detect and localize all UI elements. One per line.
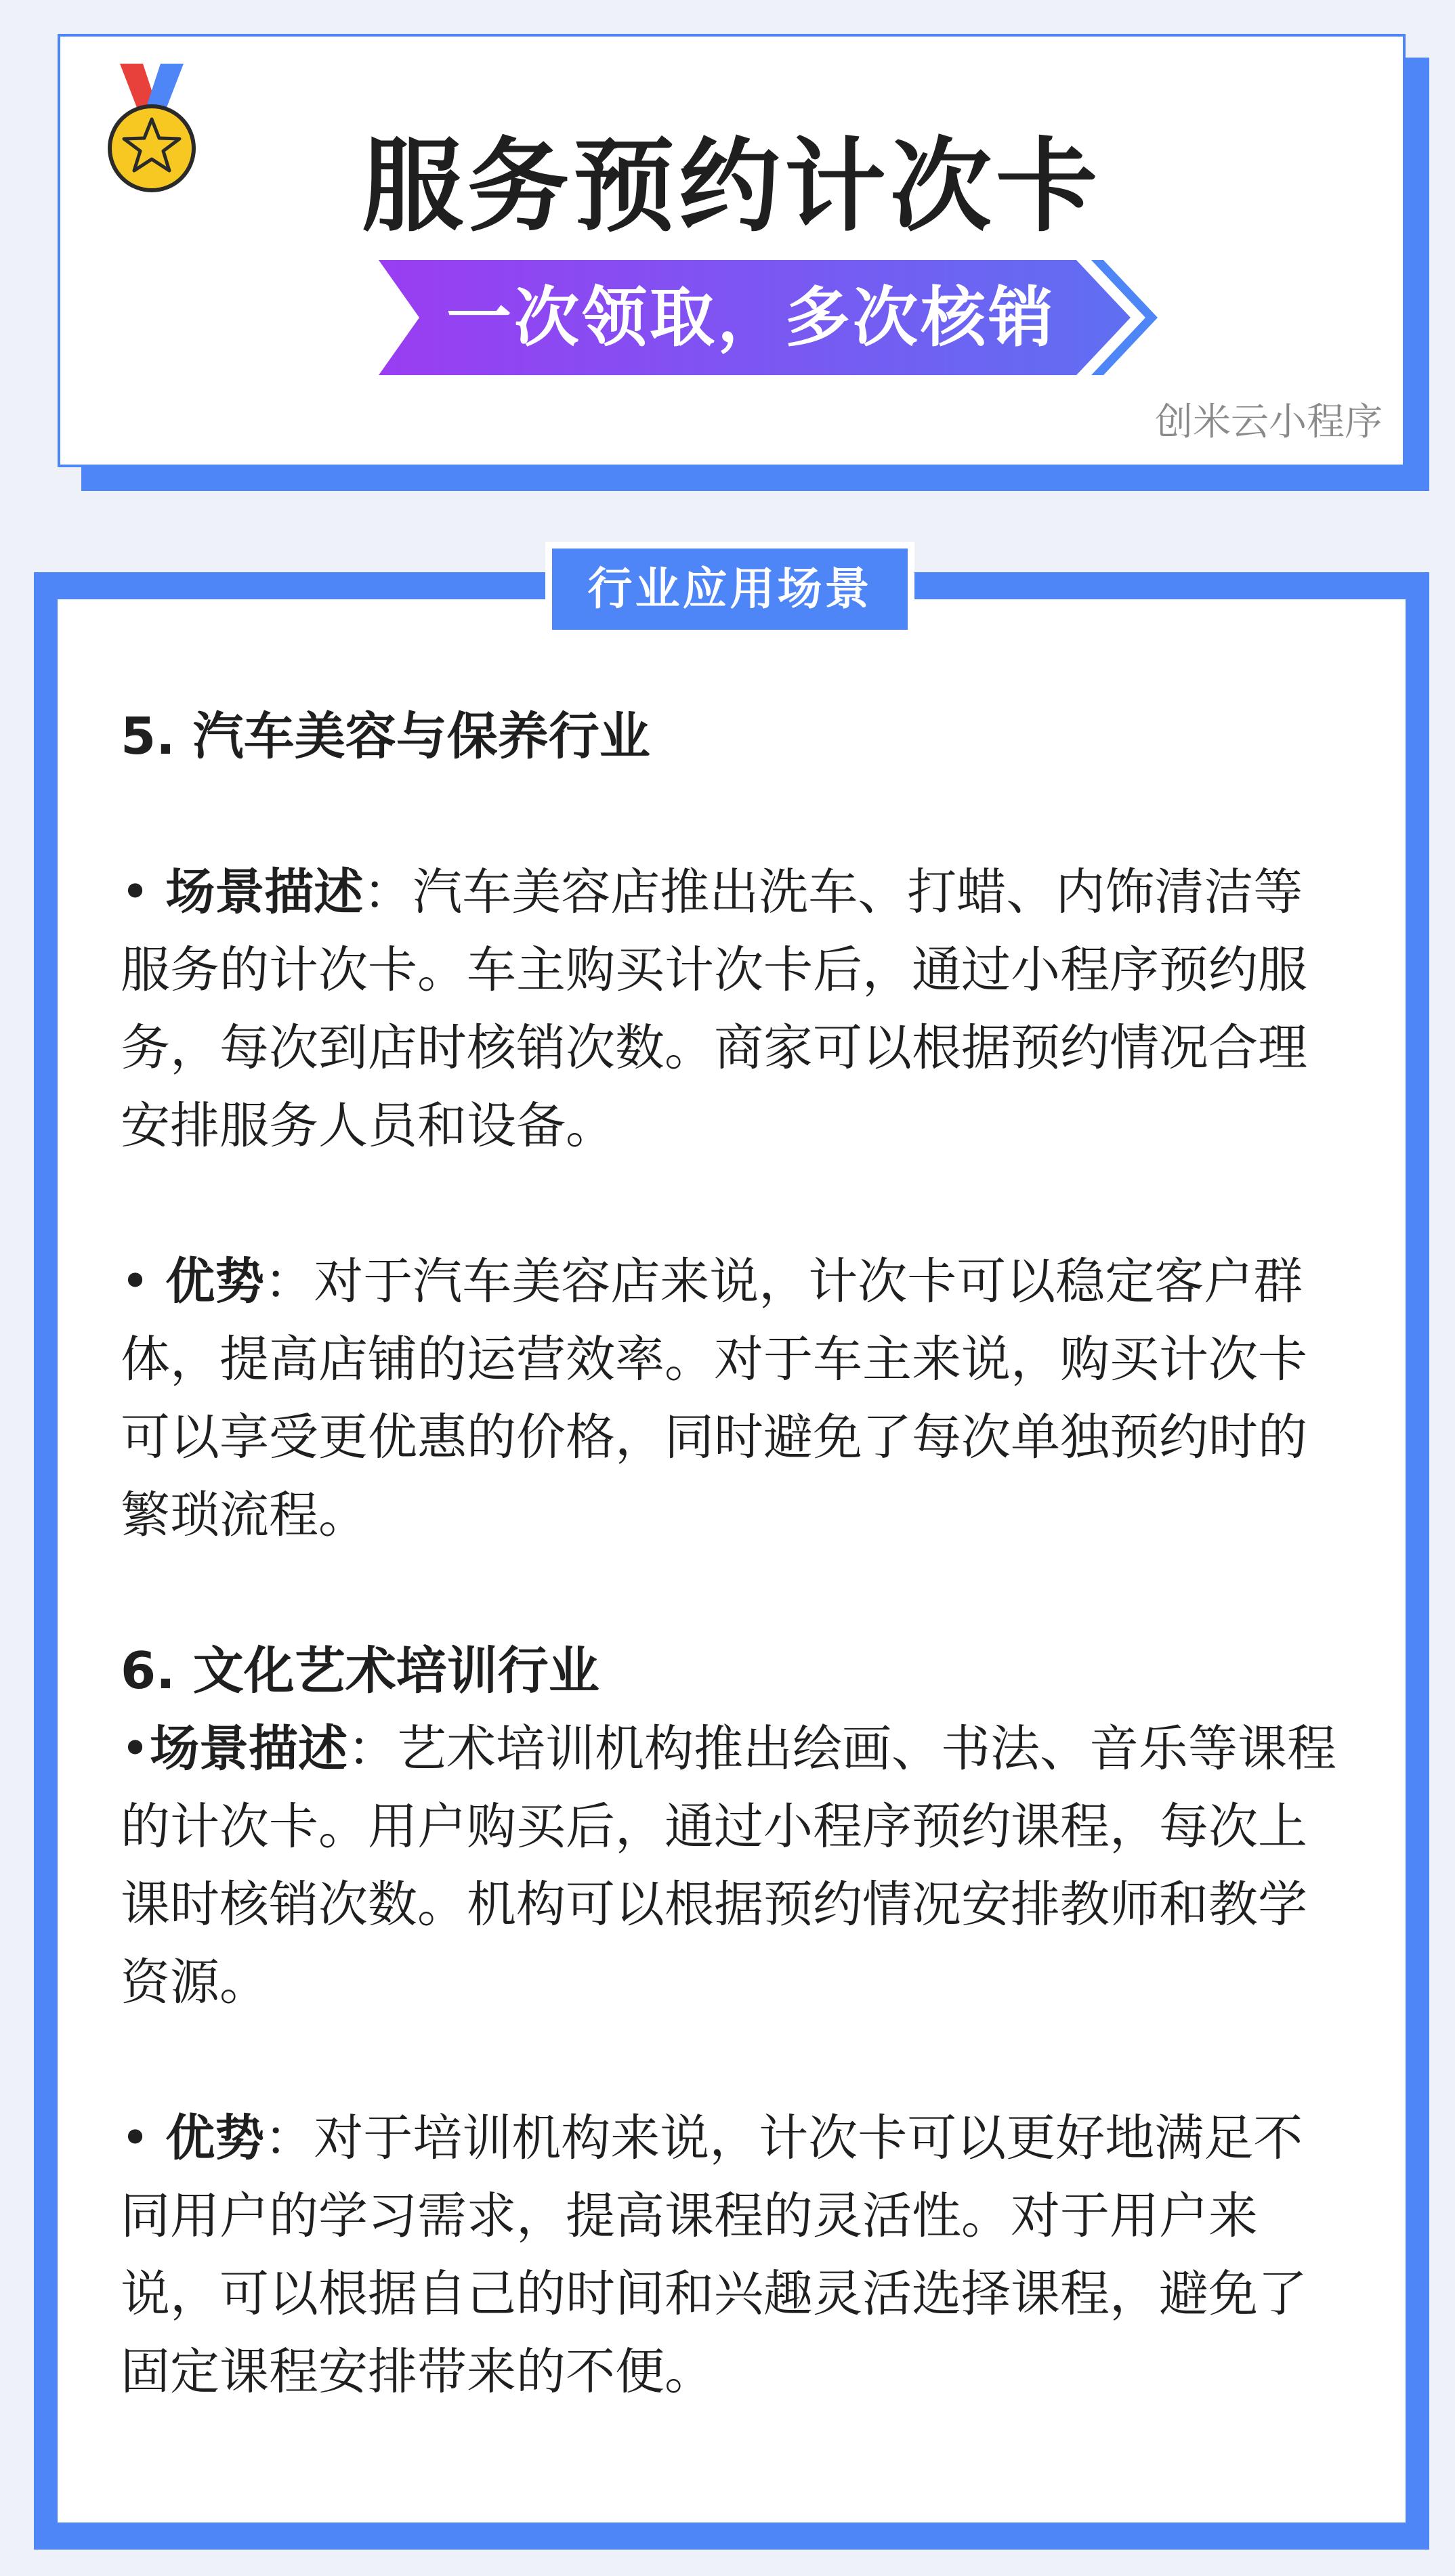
content-body [121,697,1340,2411]
item-heading: 6. 文化艺术培训行业 [121,1641,599,1700]
item-heading: 5. 汽车美容与保养行业 [121,706,650,766]
subtitle: 一次领取，多次核销 [446,280,1056,356]
page-title: 服务预约计次卡 [361,128,1101,246]
brand-name: 创米云小程序 [1155,400,1383,444]
advantage-paragraph [121,2099,1340,2411]
bullet: • [121,1720,150,1778]
bullet: • [121,863,150,921]
advantage-label: 优势 [165,2109,265,2167]
scene-text: ：汽车美容店推出洗车、打蜡、内饰清洁等服务的计次卡。车主购买计次卡后，通过小程序预约服务，每次到店时核销次数。商家可以根据预约情况合理安排服务人员和设备。 [121,863,1307,1155]
scene-label: 场景描述 [165,863,364,921]
advantage-text: ：对于培训机构来说，计次卡可以更好地满足不同用户的学习需求，提高课程的灵活性。对于用户来说，可以根据自己的时间和兴趣灵活选择课程，避免了固定课程安排带来的不便。 [121,2109,1307,2401]
advantage-paragraph [121,1243,1340,1554]
section-label: 行业应用场景 [545,542,914,637]
scene-label: 场景描述 [150,1720,348,1778]
scene-paragraph [121,1710,1340,2021]
advantage-text: ：对于汽车美容店来说，计次卡可以稳定客户群体，提高店铺的运营效率。对于车主来说，购买计次卡可以享受更优惠的价格，同时避免了每次单独预约时的繁琐流程。 [121,1253,1307,1544]
bullet: • [121,2109,150,2167]
scene-text: ：艺术培训机构推出绘画、书法、音乐等课程的计次卡。用户购买后，通过小程序预约课程，每次上课时核销次数。机构可以根据预约情况安排教师和教学资源。 [121,1720,1337,2011]
bullet: • [121,1253,150,1310]
scene-paragraph [121,853,1340,1165]
header-card [58,34,1406,467]
advantage-label: 优势 [165,1253,265,1310]
